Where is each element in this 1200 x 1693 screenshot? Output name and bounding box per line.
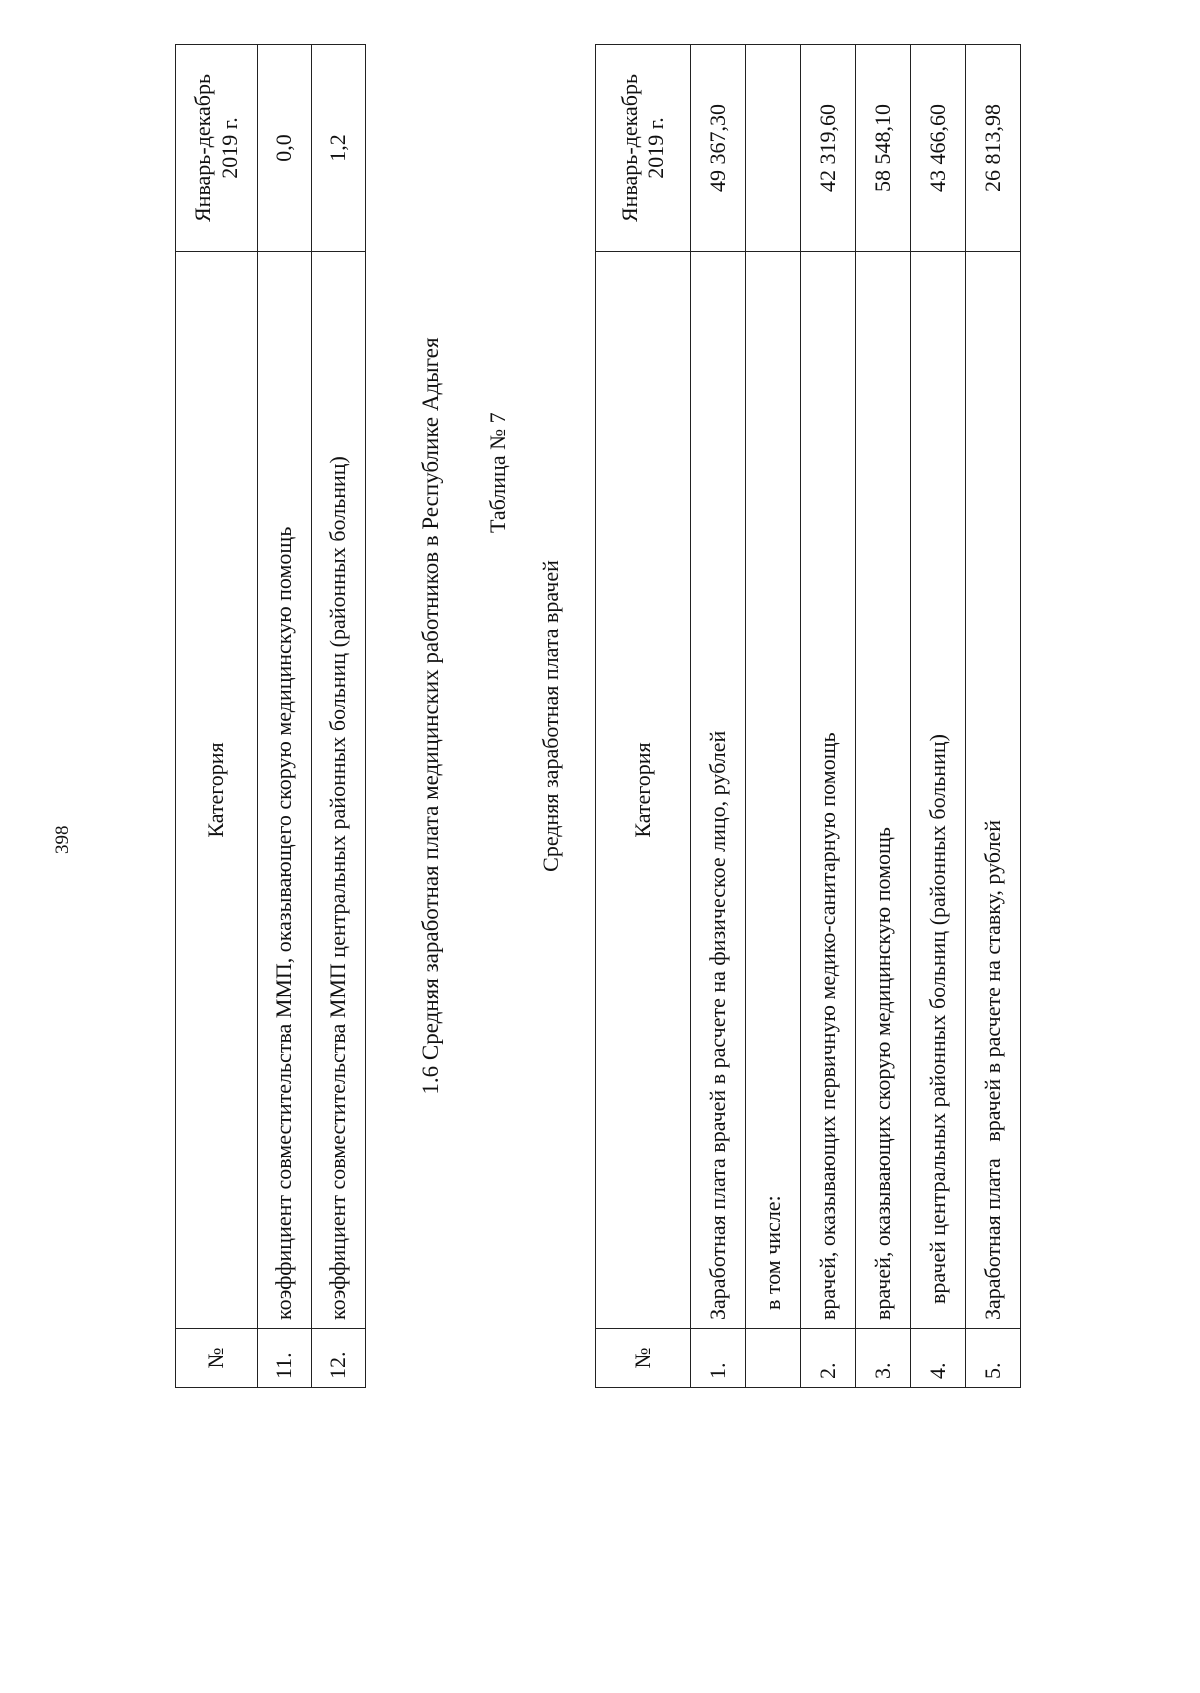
table-row [801,45,856,1388]
row-category: врачей, оказывающих первичную медико-санитарную помощь [801,252,856,1329]
section-heading: 1.6 Средняя заработная плата медицинских работников в Республике Адыгея [418,337,443,1095]
row-value: 42 319,60 [801,45,856,252]
row-num [746,1329,801,1388]
table-row [691,45,746,1388]
header-num: № [596,1329,691,1388]
table-row [312,45,366,1388]
table-title: Средняя заработная плата врачей [538,560,563,872]
table-number: Таблица № 7 [485,412,510,533]
row-num: 2. [801,1329,856,1388]
row-value: 43 466,60 [911,45,966,252]
table-row [746,45,801,1388]
row-category: врачей центральных районных больниц (районных больниц) [911,252,966,1329]
page-number: 398 [52,825,73,854]
row-category: коэффициент совместительства ММП, оказывающего скорую медицинскую помощь [258,252,312,1329]
row-value: 26 813,98 [966,45,1021,252]
header-num: № [176,1329,258,1388]
table-header-row [596,45,691,1388]
row-value [746,45,801,252]
table-doctor-salary [595,44,1021,1388]
row-category: Заработная плата врачей в расчете на физическое лицо, рублей [691,252,746,1329]
row-num: 3. [856,1329,911,1388]
row-num: 5. [966,1329,1021,1388]
row-category: врачей, оказывающих скорую медицинскую помощь [856,252,911,1329]
table-row [856,45,911,1388]
row-num: 4. [911,1329,966,1388]
table-coefficients [175,44,366,1388]
row-num: 1. [691,1329,746,1388]
header-period: Январь-декабрь 2019 г. [596,45,691,252]
table-row [258,45,312,1388]
row-category: коэффициент совместительства ММП центральных районных больниц (районных больниц) [312,252,366,1329]
row-value: 58 548,10 [856,45,911,252]
header-category: Категория [176,252,258,1329]
table-header-row [176,45,258,1388]
header-period: Январь-декабрь 2019 г. [176,45,258,252]
row-category: в том числе: [746,252,801,1329]
header-category: Категория [596,252,691,1329]
row-category: Заработная плата врачей в расчете на ставку, рублей [966,252,1021,1329]
row-num: 11. [258,1329,312,1388]
table-row [966,45,1021,1388]
row-num: 12. [312,1329,366,1388]
row-value: 49 367,30 [691,45,746,252]
table-row [911,45,966,1388]
row-value: 1,2 [312,45,366,252]
row-value: 0,0 [258,45,312,252]
